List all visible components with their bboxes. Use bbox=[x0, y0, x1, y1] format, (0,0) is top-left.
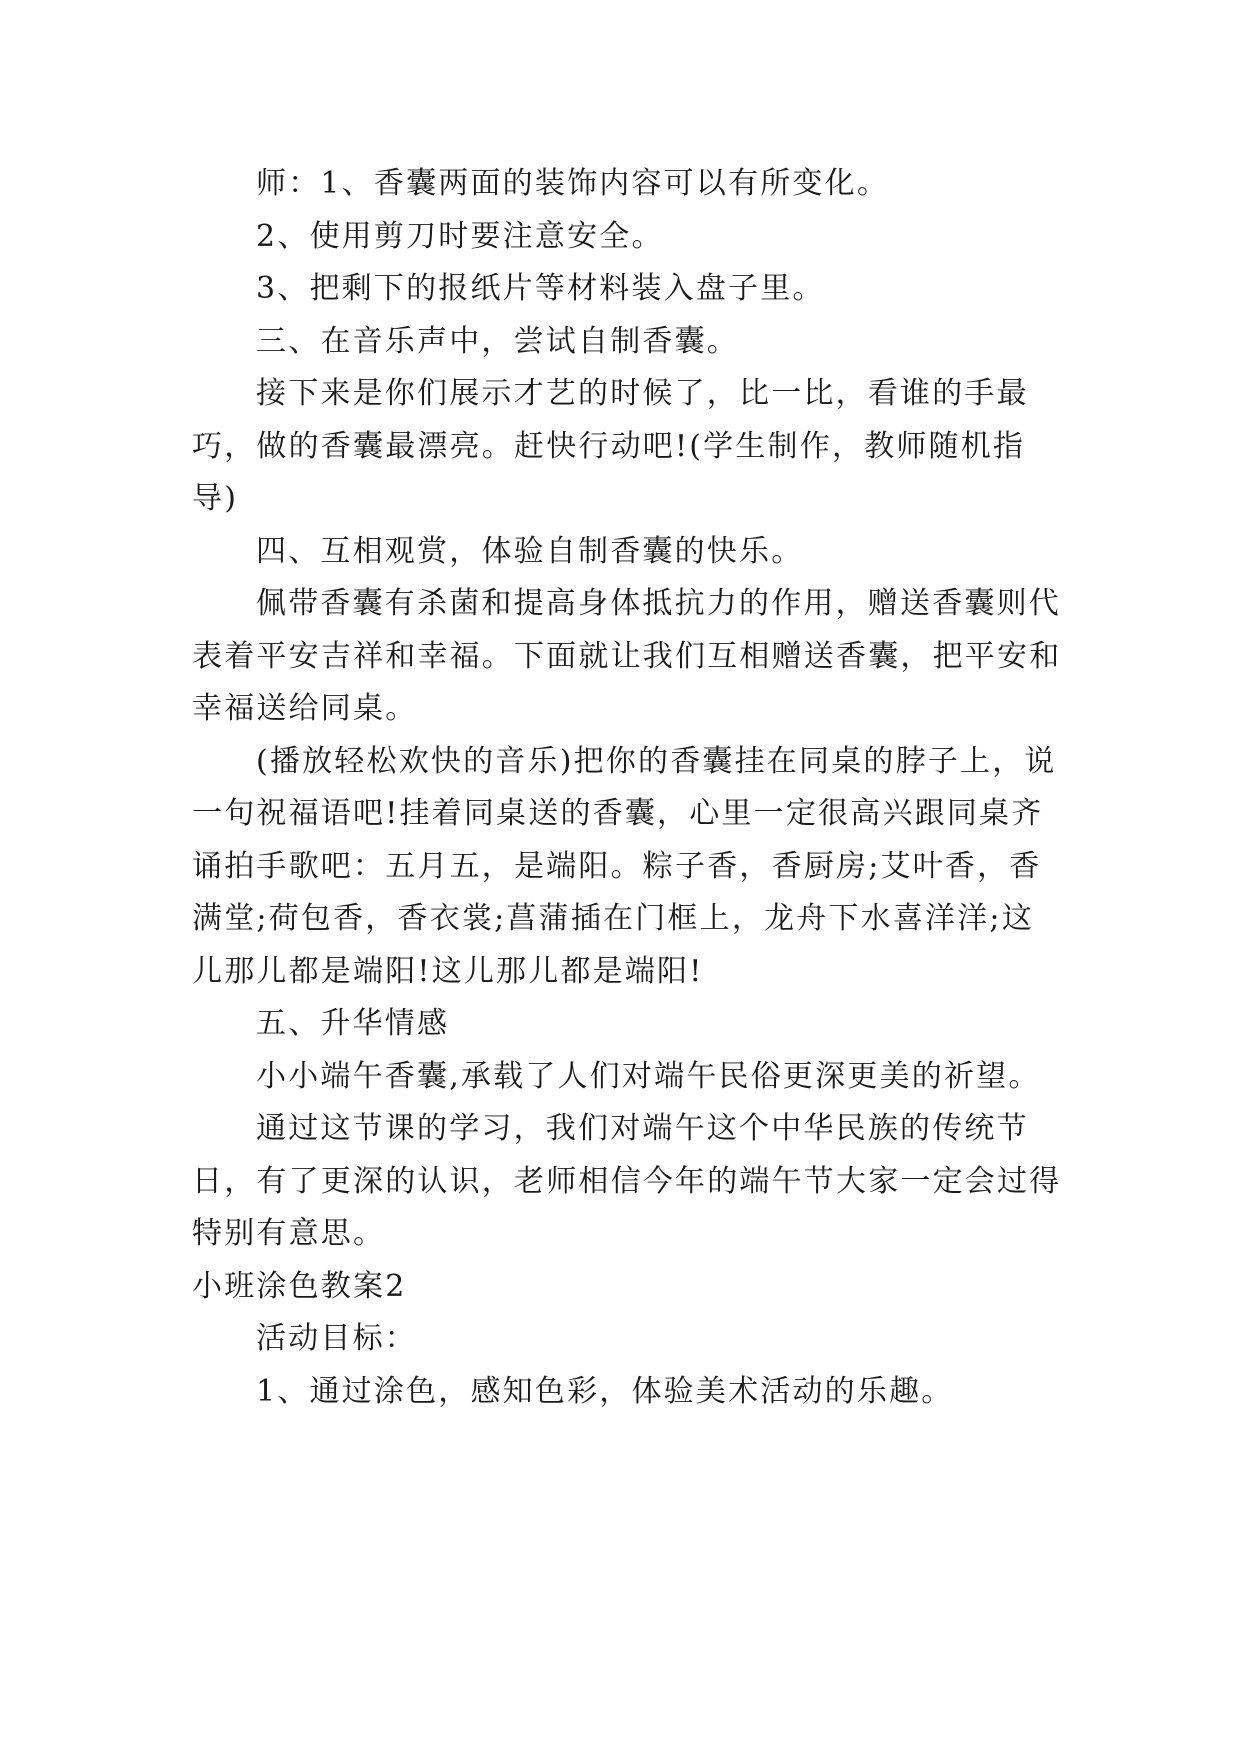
paragraph: (播放轻松欢快的音乐)把你的香囊挂在同桌的脖子上，说一句祝福语吧!挂着同桌送的香囊，心里一定很高兴跟同桌齐诵拍手歌吧：五月五，是端阳。粽子香，香厨房;艾叶香，香满堂;荷包香，香衣裳;菖蒲插在门框上，龙舟下水喜洋洋;这儿那儿都是端阳!这儿那儿都是端阳! bbox=[192, 743, 1057, 989]
section-heading: 四、互相观赏，体验自制香囊的快乐。 bbox=[256, 533, 804, 569]
document-body bbox=[192, 158, 1062, 1418]
section-heading: 三、在音乐声中，尝试自制香囊。 bbox=[256, 323, 739, 359]
paragraph: 师：1、香囊两面的装饰内容可以有所变化。 bbox=[256, 166, 890, 201]
paragraph: 活动目标： bbox=[256, 1321, 417, 1356]
document-title: 小班涂色教案2 bbox=[192, 1268, 407, 1304]
paragraph: 佩带香囊有杀菌和提高身体抵抗力的作用，赠送香囊则代表着平安吉祥和幸福。下面就让我们互相赠送香囊，把平安和幸福送给同桌。 bbox=[192, 586, 1062, 726]
paragraph: 1、通过涂色，感知色彩，体验美术活动的乐趣。 bbox=[256, 1373, 954, 1409]
section-heading: 五、升华情感 bbox=[256, 1006, 450, 1041]
paragraph: 小小端午香囊,承载了人们对端午民俗更深更美的祈望。 bbox=[256, 1058, 1041, 1094]
paragraph: 通过这节课的学习，我们对端午这个中华民族的传统节日，有了更深的认识，老师相信今年的端午节大家一定会过得特别有意思。 bbox=[192, 1111, 1062, 1251]
paragraph: 3、把剩下的报纸片等材料装入盘子里。 bbox=[256, 271, 825, 306]
paragraph: 接下来是你们展示才艺的时候了，比一比，看谁的手最巧，做的香囊最漂亮。赶快行动吧!(学生制作，教师随机指导) bbox=[192, 376, 1029, 516]
paragraph: 2、使用剪刀时要注意安全。 bbox=[256, 218, 664, 254]
